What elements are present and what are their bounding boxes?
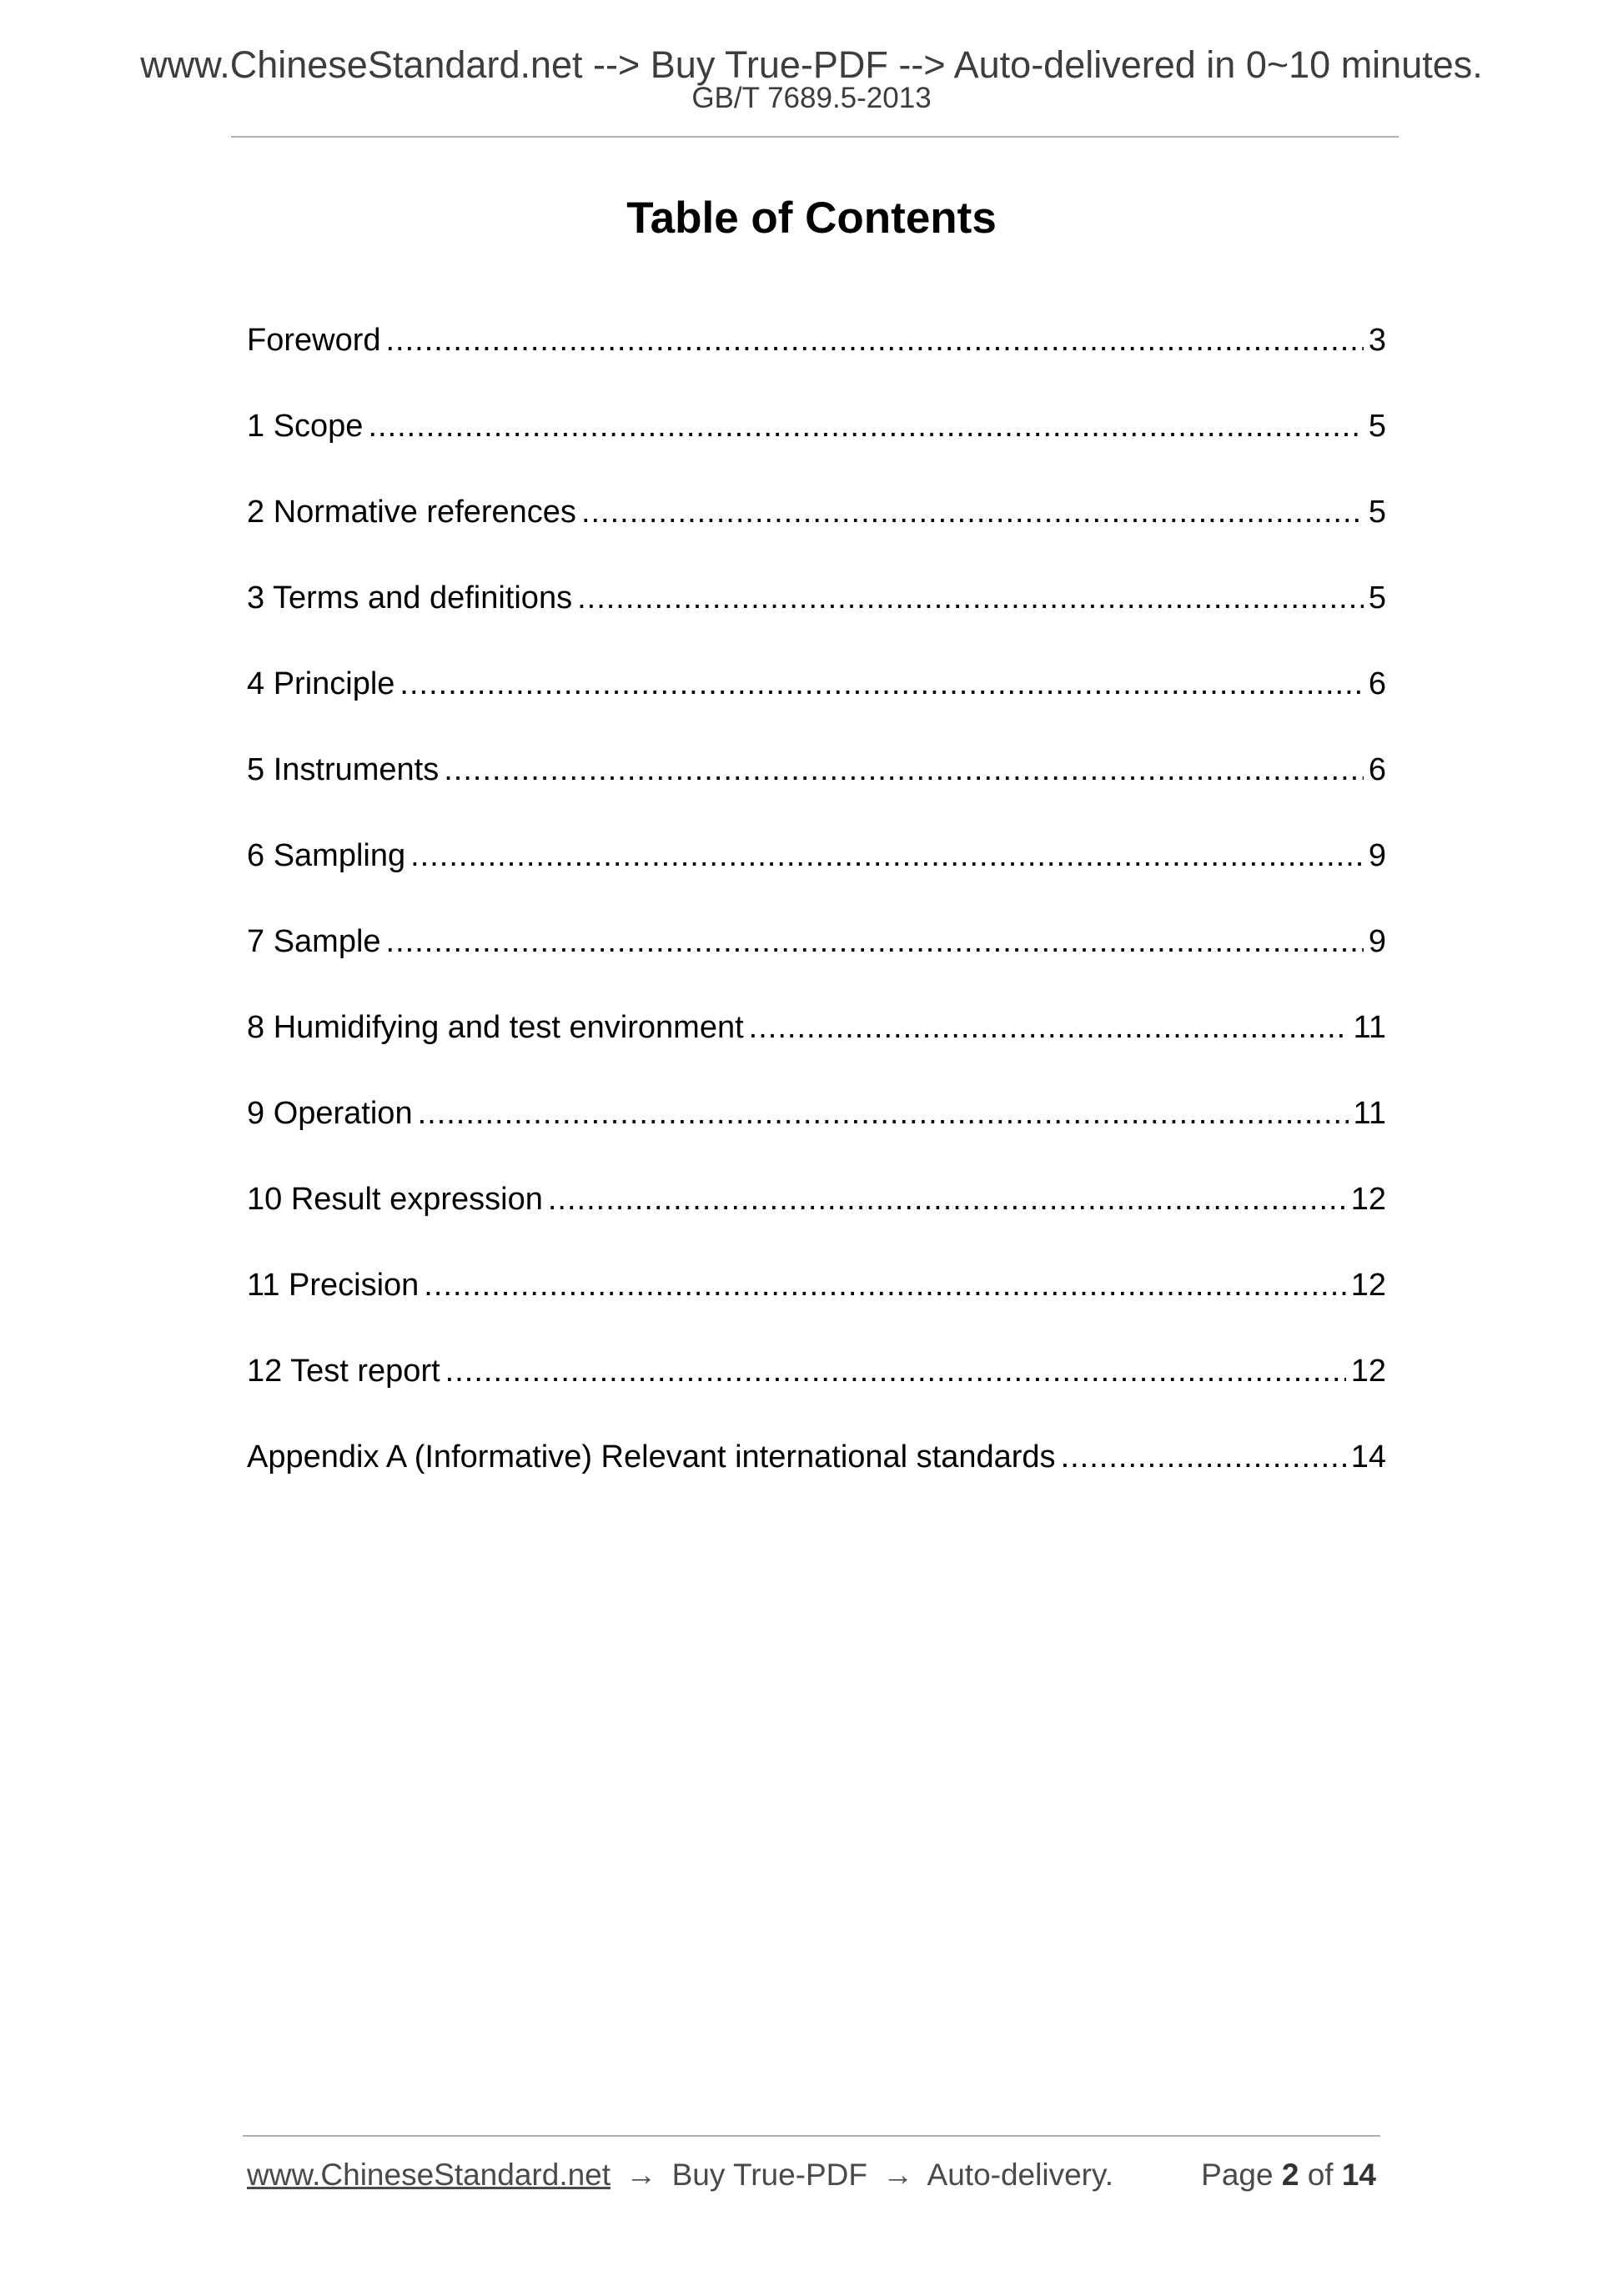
toc-entry-label: 3 Terms and definitions — [247, 580, 573, 615]
header-divider — [231, 136, 1399, 138]
arrow-right-icon: → — [882, 2158, 914, 2192]
toc-dot-leader — [399, 663, 1363, 705]
total-pages: 14 — [1341, 2158, 1376, 2192]
toc-entry-page: 5 — [1368, 580, 1386, 615]
footer-divider — [243, 2135, 1380, 2137]
toc-entry-humidifying-and-test-environment[interactable] — [247, 1007, 1386, 1093]
page-number — [1201, 2155, 1376, 2195]
toc-entry-label: 11 Precision — [247, 1268, 420, 1303]
toc-dot-leader — [581, 491, 1364, 533]
toc-entry-sample[interactable] — [247, 921, 1386, 1007]
toc-entry-label: 4 Principle — [247, 666, 395, 701]
toc-dot-leader — [424, 1264, 1345, 1306]
toc-entry-label: Foreword — [247, 323, 381, 358]
footer-delivery-text: Auto-delivery. — [927, 2158, 1114, 2192]
toc-entry-label: 8 Humidifying and test environment — [247, 1010, 744, 1045]
footer-site-link[interactable]: www.ChineseStandard.net — [247, 2158, 611, 2192]
toc-entry-page: 12 — [1350, 1354, 1386, 1389]
toc-entry-label: 7 Sample — [247, 924, 381, 959]
document-code: GB/T 7689.5-2013 — [691, 82, 932, 114]
page-word: Page — [1201, 2158, 1274, 2192]
toc-entry-label: 5 Instruments — [247, 752, 440, 787]
toc-dot-leader — [1061, 1436, 1346, 1478]
of-word: of — [1307, 2158, 1334, 2192]
header-banner: www.ChineseStandard.net --> Buy True-PDF --> Auto-delivered in 0~10 minutes. — [140, 43, 1483, 86]
toc-entry-page: 5 — [1368, 409, 1386, 444]
toc-dot-leader — [445, 1350, 1346, 1392]
toc-dot-leader — [386, 921, 1364, 962]
toc-entry-principle[interactable] — [247, 663, 1386, 749]
toc-dot-leader — [418, 1093, 1349, 1134]
toc-entry-sampling[interactable] — [247, 835, 1386, 921]
toc-dot-leader — [368, 405, 1363, 447]
toc-entry-foreword[interactable] — [247, 319, 1386, 405]
toc-dot-leader — [444, 749, 1364, 791]
toc-dot-leader — [548, 1178, 1346, 1220]
toc-entry-label: 9 Operation — [247, 1096, 413, 1131]
toc-entry-label: Appendix A (Informative) Relevant international standards — [247, 1439, 1056, 1475]
toc-entry-result-expression[interactable] — [247, 1178, 1386, 1264]
toc-dot-leader — [749, 1007, 1349, 1048]
toc-entry-page: 11 — [1353, 1010, 1386, 1045]
toc-entry-page: 6 — [1368, 752, 1386, 787]
toc-dot-leader — [577, 577, 1364, 619]
toc-entry-page: 14 — [1350, 1439, 1386, 1475]
toc-entry-label: 12 Test report — [247, 1354, 440, 1389]
toc-entry-label: 6 Sampling — [247, 838, 406, 873]
toc-entry-page: 6 — [1368, 666, 1386, 701]
table-of-contents — [247, 319, 1386, 1522]
toc-entry-terms-and-definitions[interactable] — [247, 577, 1386, 663]
toc-entry-label: 1 Scope — [247, 409, 364, 444]
toc-entry-precision[interactable] — [247, 1264, 1386, 1350]
arrow-right-icon: → — [626, 2158, 657, 2192]
page-title: Table of Contents — [626, 193, 997, 243]
toc-entry-scope[interactable] — [247, 405, 1386, 491]
toc-entry-page: 3 — [1368, 323, 1386, 358]
toc-entry-page: 12 — [1350, 1268, 1386, 1303]
toc-entry-normative-references[interactable] — [247, 491, 1386, 577]
toc-entry-page: 12 — [1350, 1182, 1386, 1217]
current-page: 2 — [1281, 2158, 1299, 2192]
toc-entry-label: 10 Result expression — [247, 1182, 543, 1217]
toc-entry-page: 9 — [1368, 838, 1386, 873]
toc-entry-operation[interactable] — [247, 1093, 1386, 1178]
toc-entry-page: 9 — [1368, 924, 1386, 959]
toc-dot-leader — [386, 319, 1364, 361]
toc-entry-label: 2 Normative references — [247, 495, 576, 530]
toc-entry-page: 11 — [1353, 1096, 1386, 1131]
footer-promo — [247, 2155, 1113, 2195]
toc-entry-page: 5 — [1368, 495, 1386, 530]
toc-entry-appendix-a[interactable] — [247, 1436, 1386, 1522]
footer-buy-text: Buy True-PDF — [671, 2158, 868, 2192]
toc-entry-instruments[interactable] — [247, 749, 1386, 835]
toc-dot-leader — [410, 835, 1364, 877]
toc-entry-test-report[interactable] — [247, 1350, 1386, 1436]
